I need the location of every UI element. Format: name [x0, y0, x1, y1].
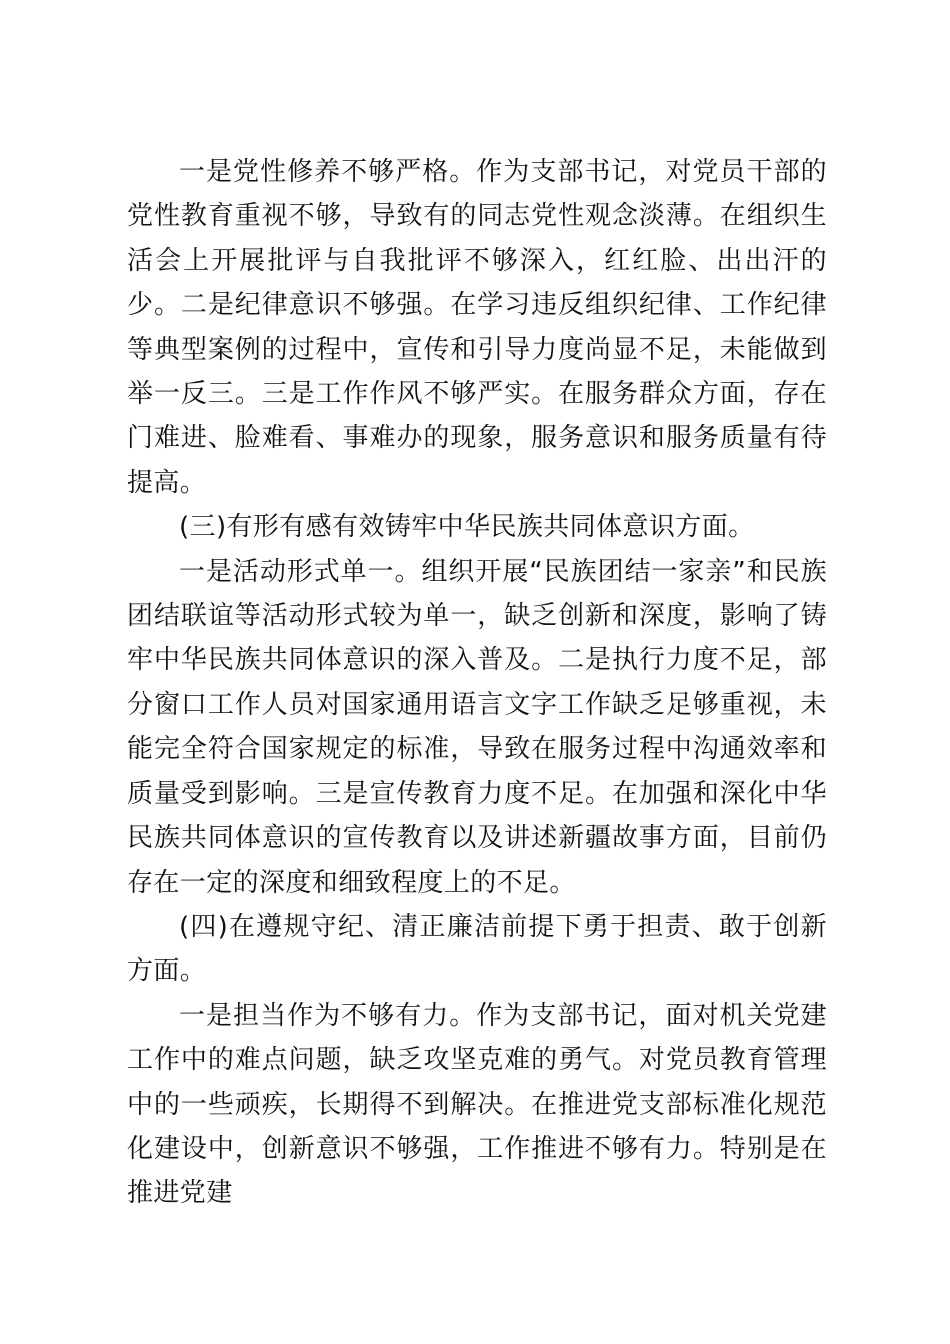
paragraph-party-discipline: 一是党性修养不够严格。作为支部书记，对党员干部的党性教育重视不够，导致有的同志党性观念淡薄。在组织生活会上开展批评与自我批评不够深入，红红脸、出出汗的少。二是纪律意识不够强。在学习违反组织纪律、工作纪律等典型案例的过程中，宣传和引导力度尚显不足，未能做到举一反三。三是工作作风不够严实。在服务群众方面，存在门难进、脸难看、事难办的现象，服务意识和服务质量有待提高。 — [127, 157, 827, 498]
paragraph-ethnic-unity: 一是活动形式单一。组织开展“民族团结一家亲”和民族团结联谊等活动形式较为单一，缺乏创新和深度，影响了铸牢中华民族共同体意识的深入普及。二是执行力度不足，部分窗口工作人员对国家通用语言文字工作缺乏足够重视，未能完全符合国家规定的标准，导致在服务过程中沟通效率和质量受到影响。三是宣传教育力度不足。在加强和深化中华民族共同体意识的宣传教育以及讲述新疆故事方面，目前仍存在一定的深度和细致程度上的不足。 — [127, 556, 827, 898]
paragraph-responsibility: 一是担当作为不够有力。作为支部书记，面对机关党建工作中的难点问题，缺乏攻坚克难的勇气。对党员教育管理中的一些顽疾，长期得不到解决。在推进党支部标准化规范化建设中，创新意识不够强，工作推进不够有力。特别是在推进党建 — [127, 1000, 827, 1209]
section-heading-4: (四)在遵规守纪、清正廉洁前提下勇于担责、敢于创新方面。 — [127, 911, 827, 987]
section-heading-3: (三)有形有感有效铸牢中华民族共同体意识方面。 — [179, 512, 755, 543]
document-body — [127, 150, 827, 1216]
